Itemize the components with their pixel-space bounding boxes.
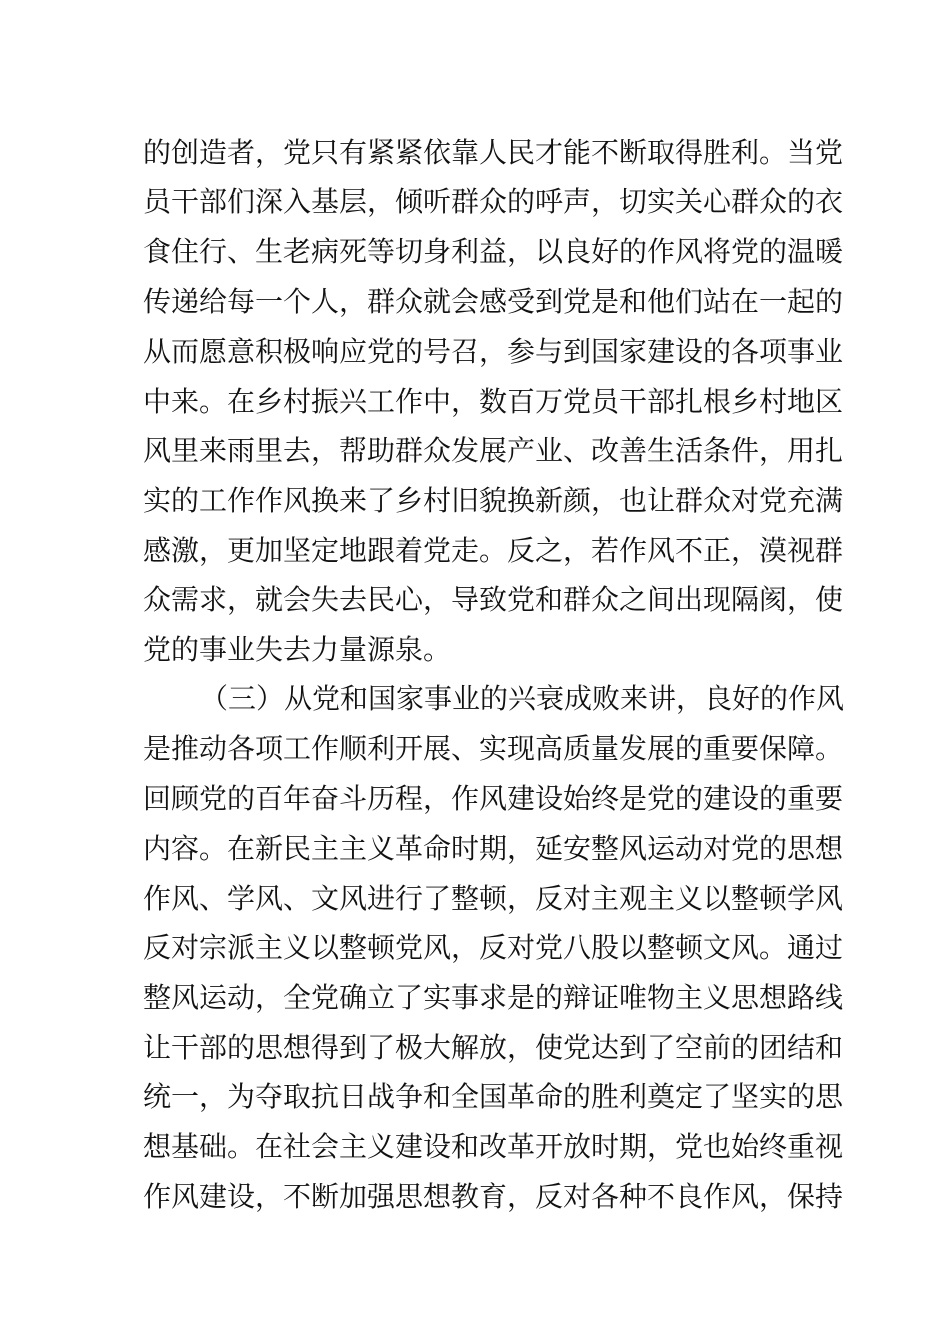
text-line: 从而愿意积极响应党的号召，参与到国家建设的各项事业 <box>143 335 844 368</box>
text-line: 感激，更加坚定地跟着党走。反之，若作风不正，漠视群 <box>143 534 844 567</box>
text-line: 实的工作作风换来了乡村旧貌换新颜，也让群众对党充满 <box>143 484 844 517</box>
text-line: 的创造者，党只有紧紧依靠人民才能不断取得胜利。当党 <box>143 136 844 169</box>
text-line: 中来。在乡村振兴工作中，数百万党员干部扎根乡村地区 <box>143 385 844 418</box>
text-line: 传递给每一个人，群众就会感受到党是和他们站在一起的 <box>143 285 844 318</box>
section-heading-line: （三）从党和国家事业的兴衰成败来讲，良好的作风 <box>200 682 845 715</box>
text-line: 作风、学风、文风进行了整顿，反对主观主义以整顿学风 <box>143 882 844 915</box>
text-line: 作风建设，不断加强思想教育，反对各种不良作风，保持 <box>143 1180 844 1213</box>
text-line: 众需求，就会失去民心，导致党和群众之间出现隔阂，使 <box>143 583 844 616</box>
text-line: 食住行、生老病死等切身利益，以良好的作风将党的温暖 <box>143 235 844 268</box>
text-line: 是推动各项工作顺利开展、实现高质量发展的重要保障。 <box>143 732 844 765</box>
text-line: 想基础。在社会主义建设和改革开放时期，党也始终重视 <box>143 1130 844 1163</box>
text-line: 风里来雨里去，帮助群众发展产业、改善生活条件，用扎 <box>143 434 844 467</box>
text-line: 统一，为夺取抗日战争和全国革命的胜利奠定了坚实的思 <box>143 1080 844 1113</box>
paragraph-end-line: 党的事业失去力量源泉。 <box>143 633 452 666</box>
text-line: 回顾党的百年奋斗历程，作风建设始终是党的建设的重要 <box>143 782 844 815</box>
text-line: 让干部的思想得到了极大解放，使党达到了空前的团结和 <box>143 1031 844 1064</box>
text-line: 整风运动，全党确立了实事求是的辩证唯物主义思想路线 <box>143 981 844 1014</box>
text-line: 反对宗派主义以整顿党风，反对党八股以整顿文风。通过 <box>143 931 844 964</box>
text-line: 内容。在新民主主义革命时期，延安整风运动对党的思想 <box>143 832 844 865</box>
text-line: 员干部们深入基层，倾听群众的呼声，切实关心群众的衣 <box>143 185 844 218</box>
